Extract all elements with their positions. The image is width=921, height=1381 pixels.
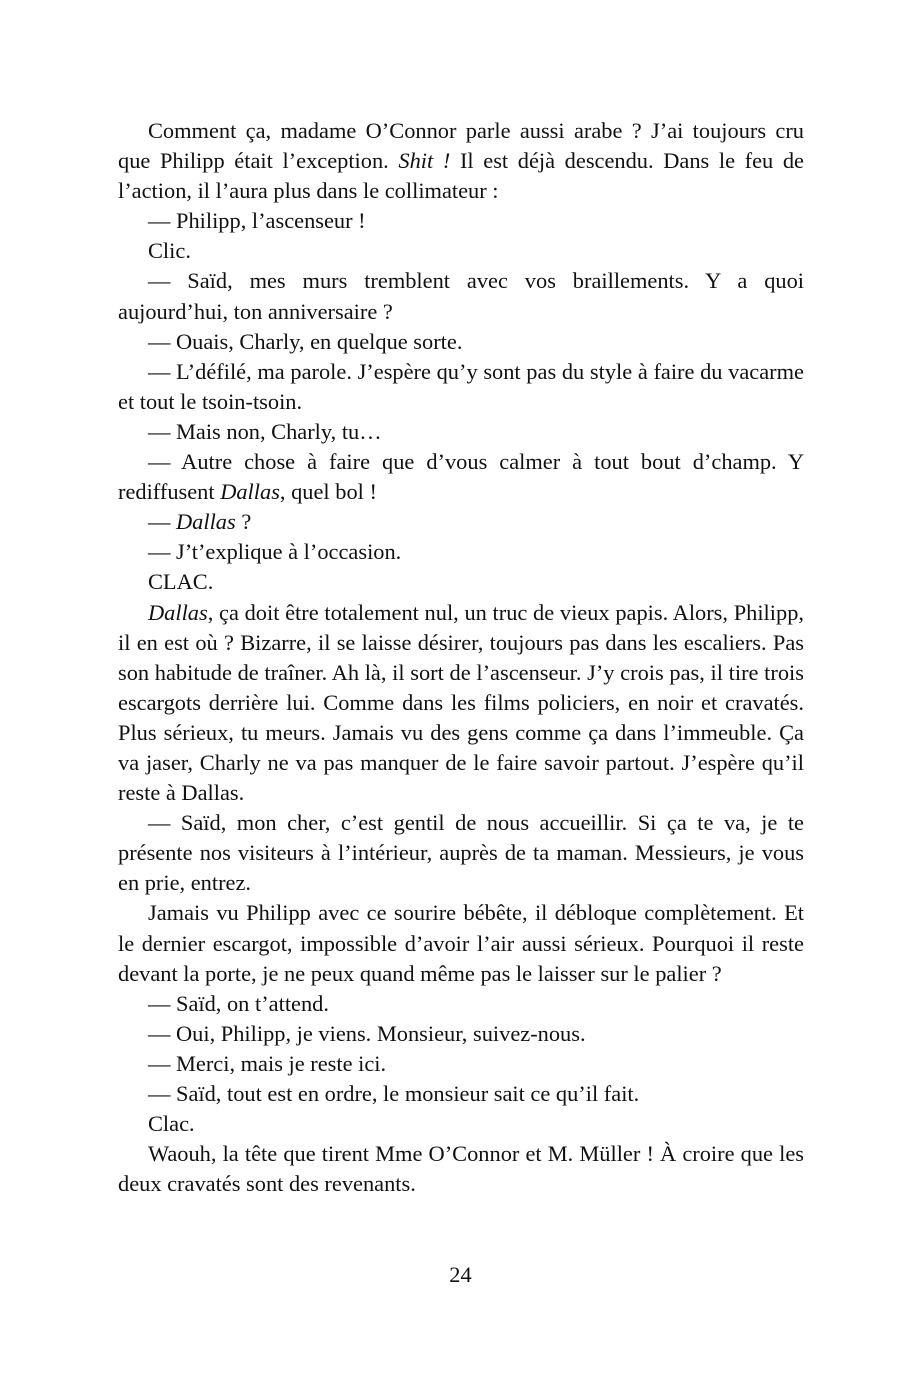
text-run: — Merci, mais je reste ici. — [148, 1050, 387, 1076]
paragraph — [118, 1109, 804, 1139]
paragraph — [118, 1049, 804, 1079]
text-run: — L’défilé, ma parole. J’espère qu’y sont pas du style à faire du vacarme et tout le tsoin-tsoin. — [118, 358, 804, 414]
text-run: — Saïd, tout est en ordre, le monsieur sait ce qu’il fait. — [148, 1081, 640, 1106]
italic-text: Dallas — [220, 479, 280, 505]
paragraph — [118, 567, 804, 597]
paragraph — [118, 808, 804, 898]
text-run: Il est déjà descendu. Dans le feu de l’action, il l’aura plus dans le collimateur : — [118, 148, 804, 204]
paragraph — [118, 266, 804, 326]
book-page-body — [118, 116, 804, 1199]
text-run: , quel bol ! — [279, 479, 377, 505]
paragraph — [118, 1079, 804, 1109]
text-run: , ça doit être totalement nul, un truc de vieux papis. Alors, Philipp, il en est où ? Bizarre, il se laisse désirer, toujours pas dans les escaliers. Pas son habitude de traîner. Ah là, il sort de l’ascenseur. J’y crois pas, il tire trois escargots derrière lui. Comme dans les films policiers, en noir et cravatés. Plus sérieux, tu meurs. Jamais vu des gens comme ça dans l’immeuble. Ça va jaser, Charly ne va pas manquer de le faire savoir partout. J’espère qu’il reste à Dallas. — [118, 599, 804, 806]
italic-text: Dallas — [148, 599, 208, 625]
paragraph — [118, 236, 804, 266]
paragraph — [118, 417, 804, 447]
paragraph — [118, 116, 804, 206]
text-run: ? — [235, 509, 252, 535]
paragraph — [118, 537, 804, 567]
text-run: — Mais non, Charly, tu… — [148, 418, 382, 444]
paragraph — [118, 598, 804, 809]
text-run: Clac. — [148, 1111, 195, 1137]
italic-text: Dallas — [176, 509, 236, 535]
page-number: 24 — [449, 1262, 472, 1287]
text-run: — Philipp, l’ascenseur ! — [148, 208, 366, 234]
paragraph — [118, 357, 804, 417]
paragraph — [118, 206, 804, 236]
text-run: — — [148, 509, 176, 535]
paragraph — [118, 327, 804, 357]
paragraph — [118, 1019, 804, 1049]
paragraph — [118, 1139, 804, 1199]
paragraph — [118, 898, 804, 988]
text-run: — Ouais, Charly, en quelque sorte. — [148, 328, 463, 354]
text-run: Clic. — [148, 238, 191, 264]
text-run: Jamais vu Philipp avec ce sourire bébête, il débloque complètement. Et le dernier escargot, impossible d’avoir l’air aussi sérieux. Pourquoi il reste devant la porte, je ne peux quand même pas le laisser sur le palier ? — [118, 900, 804, 986]
paragraph — [118, 447, 804, 507]
paragraph — [118, 989, 804, 1019]
text-run: CLAC. — [148, 569, 214, 595]
text-run: — Autre chose à faire que d’vous calmer à tout bout d’champ. Y rediffusent — [118, 449, 804, 505]
text-run: Comment ça, madame O’Connor parle aussi arabe ? J’ai toujours cru que Philipp était l’exception. — [118, 118, 804, 174]
text-run: — Saïd, on t’attend. — [148, 990, 329, 1016]
text-run: — Saïd, mon cher, c’est gentil de nous accueillir. Si ça te va, je te présente nos visiteurs à l’intérieur, auprès de ta maman. Messieurs, je vous en prie, entrez. — [118, 810, 804, 896]
text-run: — J’t’explique à l’occasion. — [148, 539, 402, 565]
paragraph — [118, 507, 804, 537]
text-run: Waouh, la tête que tirent Mme O’Connor et M. Müller ! À croire que les deux cravatés sont des revenants. — [118, 1141, 804, 1197]
text-run: — Oui, Philipp, je viens. Monsieur, suivez-nous. — [148, 1020, 586, 1046]
italic-text: Shit ! — [398, 148, 451, 174]
text-run: — Saïd, mes murs tremblent avec vos braillements. Y a quoi aujourd’hui, ton anniversaire ? — [118, 268, 804, 324]
